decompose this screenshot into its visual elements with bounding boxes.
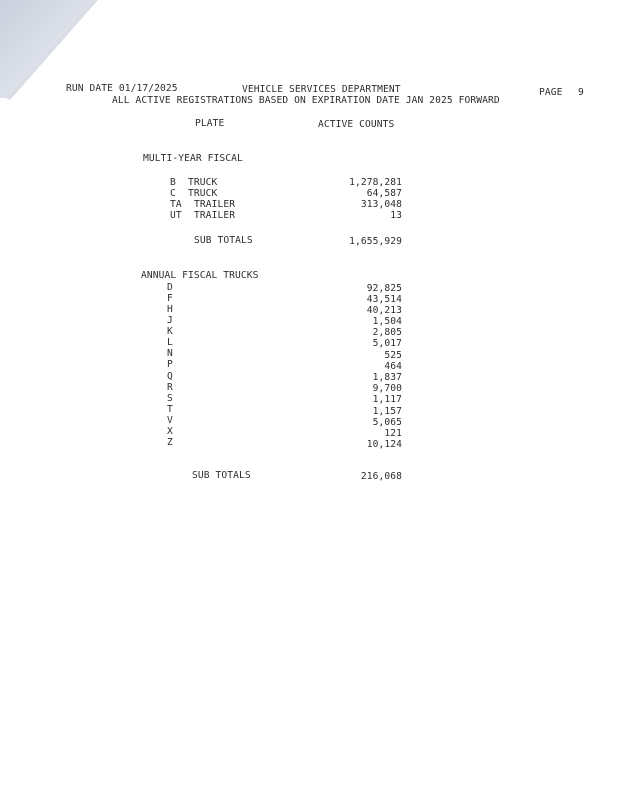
plate-code: T <box>167 404 173 415</box>
plate-code: X <box>167 426 173 437</box>
active-count: 5,065 <box>372 417 402 428</box>
plate-code: J <box>167 315 173 326</box>
plate-code: N <box>167 348 173 359</box>
plate-code: Q <box>167 371 173 382</box>
active-count: 464 <box>384 361 402 372</box>
active-count: 1,504 <box>372 316 402 327</box>
plate-description: TRUCK <box>188 177 218 188</box>
active-count: 1,837 <box>372 372 402 383</box>
plate-column-header: PLATE <box>195 118 225 129</box>
page-label: PAGE <box>539 87 563 98</box>
active-count: 1,117 <box>372 394 402 405</box>
plate-code: H <box>167 304 173 315</box>
active-count: 313,048 <box>360 199 402 210</box>
section-title: MULTI-YEAR FISCAL <box>143 153 243 164</box>
plate-code: R <box>167 382 173 393</box>
plate-code: L <box>167 337 173 348</box>
active-counts-column-header: ACTIVE COUNTS <box>318 119 395 130</box>
plate-code: K <box>167 326 173 337</box>
active-count: 5,017 <box>372 338 402 349</box>
active-count: 10,124 <box>366 439 402 450</box>
plate-code: S <box>167 393 173 404</box>
subtotal-value: 216,068 <box>360 471 402 482</box>
active-count: 9,700 <box>372 383 402 394</box>
report-subtitle: ALL ACTIVE REGISTRATIONS BASED ON EXPIRATION DATE JAN 2025 FORWARD <box>112 95 500 106</box>
active-count: 13 <box>390 210 402 221</box>
plate-description: TRAILER <box>194 199 236 210</box>
active-count: 1,157 <box>372 406 402 417</box>
page-number: 9 <box>578 87 584 98</box>
subtotal-label: SUB TOTALS <box>194 235 253 246</box>
active-count: 40,213 <box>366 305 402 316</box>
active-count: 92,825 <box>366 283 402 294</box>
active-count: 2,805 <box>372 327 402 338</box>
plate-description: TRUCK <box>188 188 218 199</box>
plate-code: TA <box>170 199 182 210</box>
active-count: 525 <box>384 350 402 361</box>
plate-code: UT <box>170 210 182 221</box>
plate-code: Z <box>167 437 173 448</box>
section-title: ANNUAL FISCAL TRUCKS <box>141 270 259 281</box>
plate-code: B <box>170 177 176 188</box>
plate-code: F <box>167 293 173 304</box>
department-title: VEHICLE SERVICES DEPARTMENT <box>242 84 401 95</box>
subtotal-value: 1,655,929 <box>349 236 402 247</box>
plate-code: C <box>170 188 176 199</box>
active-count: 1,278,281 <box>349 177 402 188</box>
plate-description: TRAILER <box>194 210 236 221</box>
plate-code: P <box>167 359 173 370</box>
plate-code: V <box>167 415 173 426</box>
active-count: 64,587 <box>366 188 402 199</box>
plate-code: D <box>167 282 173 293</box>
run-date: RUN DATE 01/17/2025 <box>66 83 178 94</box>
active-count: 121 <box>384 428 402 439</box>
active-count: 43,514 <box>366 294 402 305</box>
subtotal-label: SUB TOTALS <box>192 470 251 481</box>
